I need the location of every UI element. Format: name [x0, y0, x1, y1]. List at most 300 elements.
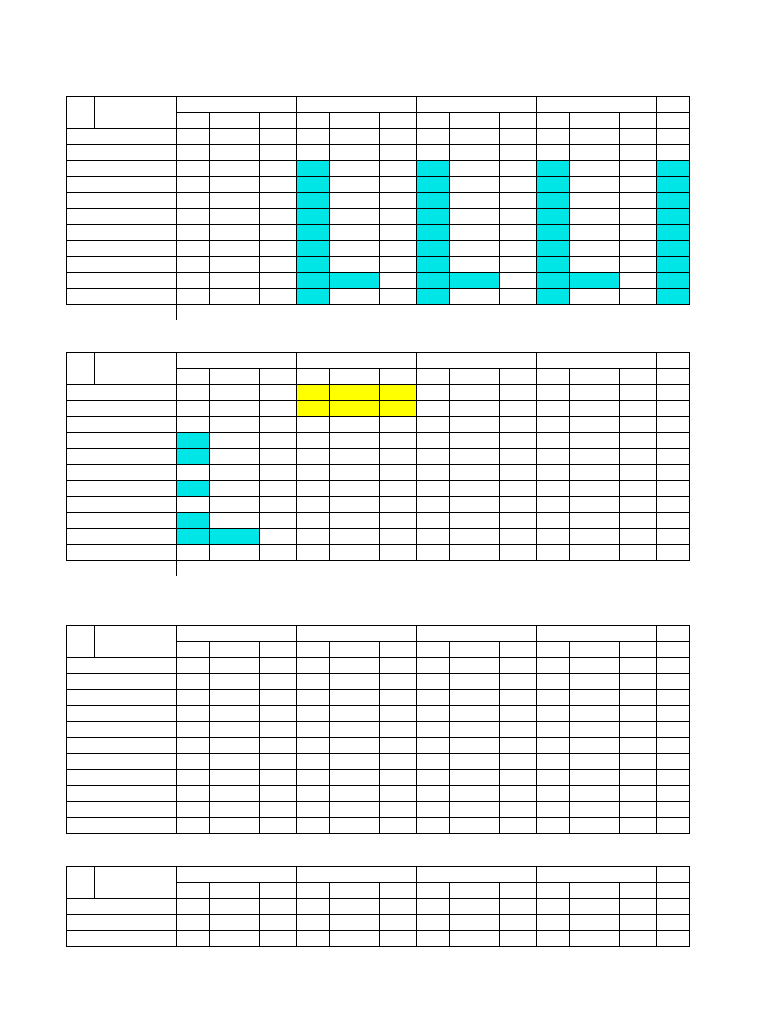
cell-value	[260, 674, 297, 690]
cell-value	[380, 401, 417, 417]
row-number	[67, 529, 95, 545]
row-number	[67, 915, 95, 931]
total-value	[380, 305, 417, 321]
group-header	[537, 353, 657, 369]
cell-value	[177, 802, 210, 818]
table-row	[67, 931, 699, 947]
group-header	[417, 626, 537, 642]
column-header	[297, 369, 330, 385]
cell-value	[570, 177, 620, 193]
section-name	[95, 690, 177, 706]
cell-value	[537, 417, 570, 433]
table-row	[67, 129, 699, 145]
cell-value	[537, 161, 570, 177]
column-header	[417, 113, 450, 129]
cell-value	[260, 465, 297, 481]
cell-value	[177, 129, 210, 145]
cell-value	[500, 129, 537, 145]
group-header-row	[67, 97, 699, 113]
column-header	[537, 883, 570, 899]
row-number	[67, 385, 95, 401]
row-number	[67, 225, 95, 241]
table-row	[67, 818, 699, 834]
cell-value	[417, 674, 450, 690]
cell-value	[570, 481, 620, 497]
cell-value	[330, 241, 380, 257]
cell-value	[177, 257, 210, 273]
cell-value	[330, 738, 380, 754]
group-header	[537, 626, 657, 642]
cell-value	[380, 241, 417, 257]
cell-value	[297, 770, 330, 786]
cell-value	[177, 225, 210, 241]
cell-value	[297, 899, 330, 915]
cell-value	[417, 289, 450, 305]
cell-value	[570, 770, 620, 786]
row-number	[67, 513, 95, 529]
cell-value	[570, 738, 620, 754]
cell-value	[450, 738, 500, 754]
cell-value	[380, 145, 417, 161]
column-header	[620, 642, 657, 658]
cell-value	[210, 433, 260, 449]
cell-value	[500, 225, 537, 241]
cell-value	[500, 915, 537, 931]
cell-value	[450, 674, 500, 690]
cell-value	[537, 754, 570, 770]
total-spacer	[67, 305, 95, 321]
table-row	[67, 449, 699, 465]
group-header	[297, 867, 417, 883]
cell-value	[330, 722, 380, 738]
column-header	[620, 113, 657, 129]
cell-value	[177, 401, 210, 417]
cell-value	[657, 241, 690, 257]
table-row	[67, 289, 699, 305]
table-row	[67, 417, 699, 433]
date-label	[537, 852, 657, 867]
total-value	[620, 561, 657, 577]
cell-value	[260, 257, 297, 273]
date-label	[297, 338, 417, 353]
row-number	[67, 674, 95, 690]
total-value	[297, 305, 330, 321]
cell-value	[450, 754, 500, 770]
cell-value	[500, 417, 537, 433]
cell-value	[260, 433, 297, 449]
table-row	[67, 786, 699, 802]
cell-value	[417, 786, 450, 802]
row-number	[67, 257, 95, 273]
column-header	[450, 883, 500, 899]
cell-value	[657, 931, 690, 947]
cell-value	[380, 674, 417, 690]
cell-value	[500, 449, 537, 465]
row-number	[67, 241, 95, 257]
cell-value	[620, 449, 657, 465]
cell-value	[657, 738, 690, 754]
section-name	[95, 706, 177, 722]
date-label	[417, 611, 537, 626]
row-number	[67, 545, 95, 561]
column-header	[210, 883, 260, 899]
cell-value	[450, 786, 500, 802]
column-header	[260, 369, 297, 385]
cell-value	[177, 273, 210, 289]
cell-value	[450, 273, 500, 289]
cell-value	[297, 465, 330, 481]
cell-value	[330, 449, 380, 465]
cell-value	[537, 273, 570, 289]
column-header	[417, 642, 450, 658]
cell-value	[380, 690, 417, 706]
cell-value	[210, 449, 260, 465]
cell-value	[570, 241, 620, 257]
cell-value	[450, 915, 500, 931]
cell-value	[380, 257, 417, 273]
section-name	[95, 129, 177, 145]
cell-value	[537, 545, 570, 561]
column-header	[500, 113, 537, 129]
total-value	[210, 561, 260, 577]
column-header	[380, 883, 417, 899]
section-name	[95, 161, 177, 177]
cell-value	[417, 145, 450, 161]
cell-value	[620, 899, 657, 915]
section-name	[95, 481, 177, 497]
cell-value	[570, 161, 620, 177]
cell-value	[450, 161, 500, 177]
table-row	[67, 257, 699, 273]
cell-value	[210, 145, 260, 161]
table-row	[67, 915, 699, 931]
cell-value	[260, 129, 297, 145]
cell-value	[330, 465, 380, 481]
cell-value	[537, 241, 570, 257]
date-row	[67, 852, 699, 867]
cell-value	[620, 706, 657, 722]
cell-value	[210, 513, 260, 529]
cell-value	[537, 529, 570, 545]
cell-value	[260, 225, 297, 241]
cell-value	[537, 225, 570, 241]
table-row	[67, 545, 699, 561]
group-header	[417, 867, 537, 883]
row-number	[67, 273, 95, 289]
cell-value	[657, 706, 690, 722]
cell-value	[657, 289, 690, 305]
cell-value	[417, 722, 450, 738]
cell-value	[500, 690, 537, 706]
cell-value	[537, 674, 570, 690]
cell-value	[417, 818, 450, 834]
row-number	[67, 818, 95, 834]
cell-value	[210, 497, 260, 513]
section-name	[95, 241, 177, 257]
cell-value	[210, 722, 260, 738]
cell-value	[330, 177, 380, 193]
cell-value	[500, 465, 537, 481]
date-row	[67, 82, 699, 97]
cell-value	[380, 481, 417, 497]
cell-value	[570, 497, 620, 513]
cell-value	[330, 225, 380, 241]
total-value	[177, 305, 210, 321]
cell-value	[260, 690, 297, 706]
cell-value	[260, 241, 297, 257]
table-row	[67, 177, 699, 193]
section-name	[95, 433, 177, 449]
cell-value	[450, 209, 500, 225]
cell-value	[657, 497, 690, 513]
total-value	[330, 561, 380, 577]
cell-value	[500, 209, 537, 225]
cell-value	[570, 722, 620, 738]
cell-value	[330, 209, 380, 225]
cell-value	[260, 273, 297, 289]
cell-value	[417, 529, 450, 545]
date-label	[297, 611, 417, 626]
cell-value	[620, 401, 657, 417]
row-number	[67, 481, 95, 497]
section-name	[95, 449, 177, 465]
cell-value	[260, 417, 297, 433]
cell-value	[570, 193, 620, 209]
group-header	[297, 97, 417, 113]
cell-value	[570, 209, 620, 225]
cell-value	[417, 658, 450, 674]
cell-value	[657, 417, 690, 433]
cell-value	[537, 401, 570, 417]
cell-value	[620, 385, 657, 401]
column-header	[210, 369, 260, 385]
cell-value	[450, 449, 500, 465]
cell-value	[537, 802, 570, 818]
cell-value	[417, 513, 450, 529]
cell-value	[260, 289, 297, 305]
cell-value	[210, 465, 260, 481]
cell-value	[537, 465, 570, 481]
cell-value	[500, 722, 537, 738]
group-header	[417, 97, 537, 113]
cell-value	[330, 770, 380, 786]
row-number	[67, 433, 95, 449]
cell-value	[537, 658, 570, 674]
row-number	[67, 465, 95, 481]
date-row	[67, 611, 699, 626]
column-header	[450, 369, 500, 385]
cell-value	[500, 658, 537, 674]
cell-value	[417, 385, 450, 401]
cell-value	[500, 706, 537, 722]
cell-value	[570, 417, 620, 433]
table-row	[67, 690, 699, 706]
cell-value	[570, 706, 620, 722]
cell-value	[260, 802, 297, 818]
cell-value	[330, 417, 380, 433]
cell-value	[500, 802, 537, 818]
cell-value	[620, 289, 657, 305]
cell-value	[570, 433, 620, 449]
column-header	[537, 369, 570, 385]
cell-value	[210, 289, 260, 305]
cell-value	[330, 754, 380, 770]
cell-value	[537, 915, 570, 931]
cell-value	[620, 690, 657, 706]
cell-value	[620, 481, 657, 497]
cell-value	[380, 129, 417, 145]
column-header	[657, 883, 690, 899]
cell-value	[537, 690, 570, 706]
cell-value	[380, 209, 417, 225]
group-header	[657, 353, 690, 369]
section-name	[95, 257, 177, 273]
cell-value	[620, 273, 657, 289]
table-row	[67, 241, 699, 257]
cell-value	[620, 145, 657, 161]
group-header	[417, 353, 537, 369]
cell-value	[657, 401, 690, 417]
cell-value	[657, 225, 690, 241]
total-label	[95, 305, 177, 321]
cell-value	[450, 931, 500, 947]
sheet-table-3	[66, 611, 698, 834]
cell-value	[210, 899, 260, 915]
cell-value	[297, 497, 330, 513]
cell-value	[570, 289, 620, 305]
cell-value	[210, 417, 260, 433]
cell-value	[657, 161, 690, 177]
cell-value	[380, 770, 417, 786]
column-header	[297, 642, 330, 658]
cell-value	[570, 401, 620, 417]
cell-value	[177, 209, 210, 225]
column-header	[380, 113, 417, 129]
sections-header	[95, 867, 177, 899]
cell-value	[260, 401, 297, 417]
cell-value	[537, 770, 570, 786]
table-row	[67, 529, 699, 545]
row-number	[67, 193, 95, 209]
cell-value	[297, 433, 330, 449]
cell-value	[570, 802, 620, 818]
block-week2	[66, 611, 698, 834]
row-number	[67, 449, 95, 465]
cell-value	[620, 209, 657, 225]
cell-value	[537, 193, 570, 209]
sections-header	[95, 626, 177, 658]
total-value	[570, 561, 620, 577]
cell-value	[260, 931, 297, 947]
cell-value	[537, 738, 570, 754]
cell-value	[450, 417, 500, 433]
cell-value	[620, 786, 657, 802]
cell-value	[380, 754, 417, 770]
cell-value	[537, 931, 570, 947]
cell-value	[297, 786, 330, 802]
cell-value	[297, 193, 330, 209]
date-label	[297, 852, 417, 867]
cell-value	[177, 658, 210, 674]
cell-value	[450, 481, 500, 497]
cell-value	[177, 161, 210, 177]
total-value	[297, 561, 330, 577]
cell-value	[380, 417, 417, 433]
cell-value	[620, 225, 657, 241]
date-label	[417, 82, 537, 97]
cell-value	[657, 802, 690, 818]
cell-value	[620, 513, 657, 529]
cell-value	[450, 690, 500, 706]
cell-value	[260, 385, 297, 401]
cell-value	[620, 129, 657, 145]
column-header	[330, 883, 380, 899]
cell-value	[450, 193, 500, 209]
cell-value	[657, 129, 690, 145]
cell-value	[260, 915, 297, 931]
group-header-row	[67, 626, 699, 642]
cell-value	[177, 690, 210, 706]
cell-value	[297, 802, 330, 818]
cell-value	[570, 257, 620, 273]
table-row	[67, 738, 699, 754]
total-row	[67, 561, 699, 577]
cell-value	[450, 241, 500, 257]
total-value	[417, 305, 450, 321]
cell-value	[260, 497, 297, 513]
cell-value	[620, 417, 657, 433]
cell-value	[260, 449, 297, 465]
cell-value	[297, 385, 330, 401]
column-header	[500, 883, 537, 899]
total-value	[380, 561, 417, 577]
block-initial	[66, 82, 698, 320]
cell-value	[297, 513, 330, 529]
cell-value	[210, 257, 260, 273]
cell-value	[657, 465, 690, 481]
column-header	[260, 883, 297, 899]
cell-value	[417, 545, 450, 561]
cell-value	[380, 225, 417, 241]
cell-value	[297, 915, 330, 931]
cell-value	[500, 193, 537, 209]
total-value	[500, 561, 537, 577]
date-label	[657, 852, 698, 867]
cell-value	[417, 161, 450, 177]
cell-value	[620, 257, 657, 273]
cell-value	[620, 915, 657, 931]
total-value	[417, 561, 450, 577]
section-name	[95, 738, 177, 754]
section-name	[95, 915, 177, 931]
cell-value	[297, 289, 330, 305]
cell-value	[177, 931, 210, 947]
cell-value	[260, 209, 297, 225]
group-header-row	[67, 353, 699, 369]
cell-value	[210, 690, 260, 706]
cell-value	[537, 209, 570, 225]
cell-value	[330, 931, 380, 947]
cell-value	[297, 449, 330, 465]
cell-value	[210, 738, 260, 754]
cell-value	[260, 513, 297, 529]
cell-value	[260, 193, 297, 209]
cell-value	[380, 706, 417, 722]
cell-value	[260, 899, 297, 915]
cell-value	[177, 770, 210, 786]
group-header-row	[67, 867, 699, 883]
block-week3	[66, 852, 698, 947]
